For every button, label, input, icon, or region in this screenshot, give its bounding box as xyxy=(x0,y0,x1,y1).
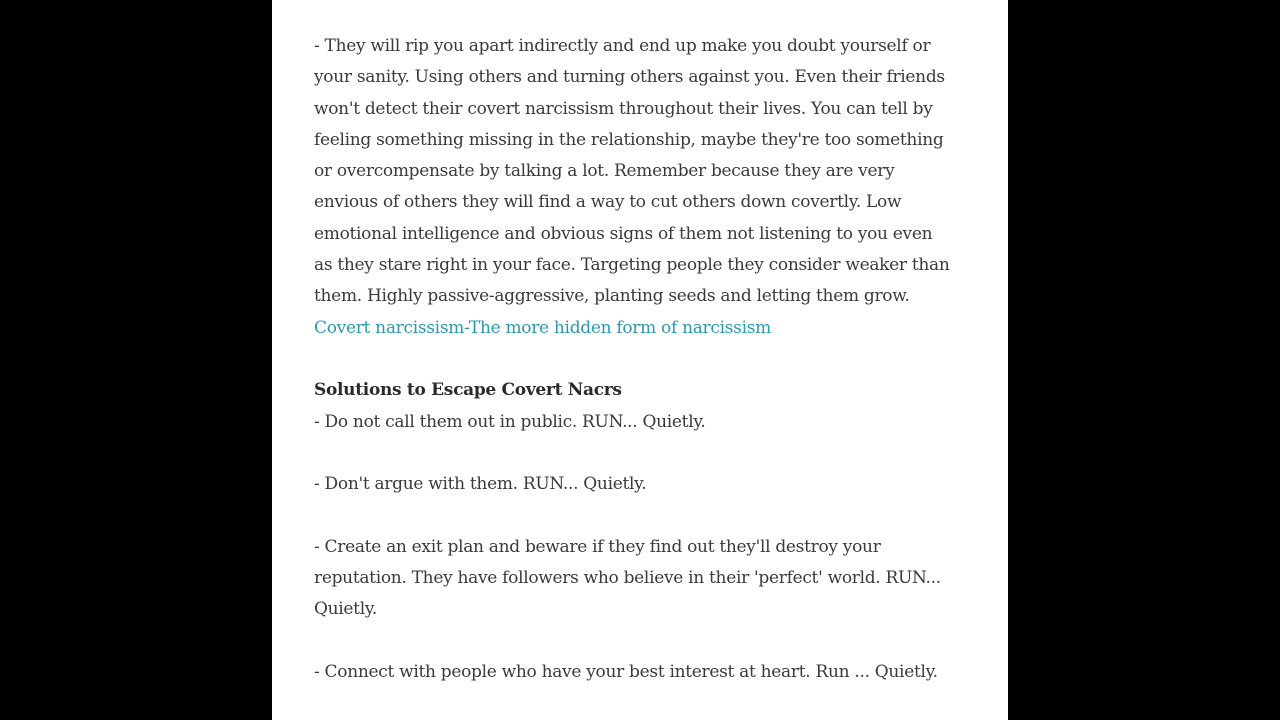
spacer xyxy=(314,626,974,657)
solution-item: - Connect with people who have your best interest at heart. Run ... Quietly. xyxy=(314,661,938,682)
spacer xyxy=(314,438,974,469)
article-body xyxy=(314,31,974,688)
section-heading: Solutions to Escape Covert Nacrs xyxy=(314,380,622,401)
solution-item: - Do not call them out in public. RUN... Quietly. xyxy=(314,411,706,432)
solution-item: - Create an exit plan and beware if they find out they'll destroy your reputation. They have followers who believe in their 'perfect' world. RUN... Quietly. xyxy=(314,536,941,620)
covert-narcissism-link[interactable]: Covert narcissism-The more hidden form of narcissism xyxy=(314,317,771,338)
spacer xyxy=(314,344,974,375)
paragraph-covert-traits: - They will rip you apart indirectly and end up make you doubt yourself or your sanity. Using others and turning others against you. Even their friends won't detect their covert narcissism throughout their lives. You can tell by feeling something missing in the relationship, maybe they're too something or overcompensate by talking a lot. Remember because they are very envious of others they will find a way to cut others down covertly. Low emotional intelligence and obvious signs of them not listening to you even as they stare right in your face. Targeting people they consider weaker than them. Highly passive-aggressive, planting seeds and letting them grow. xyxy=(314,36,950,307)
article-page xyxy=(272,0,1008,720)
solution-item: - Don't argue with them. RUN... Quietly. xyxy=(314,474,647,495)
spacer xyxy=(314,500,974,531)
